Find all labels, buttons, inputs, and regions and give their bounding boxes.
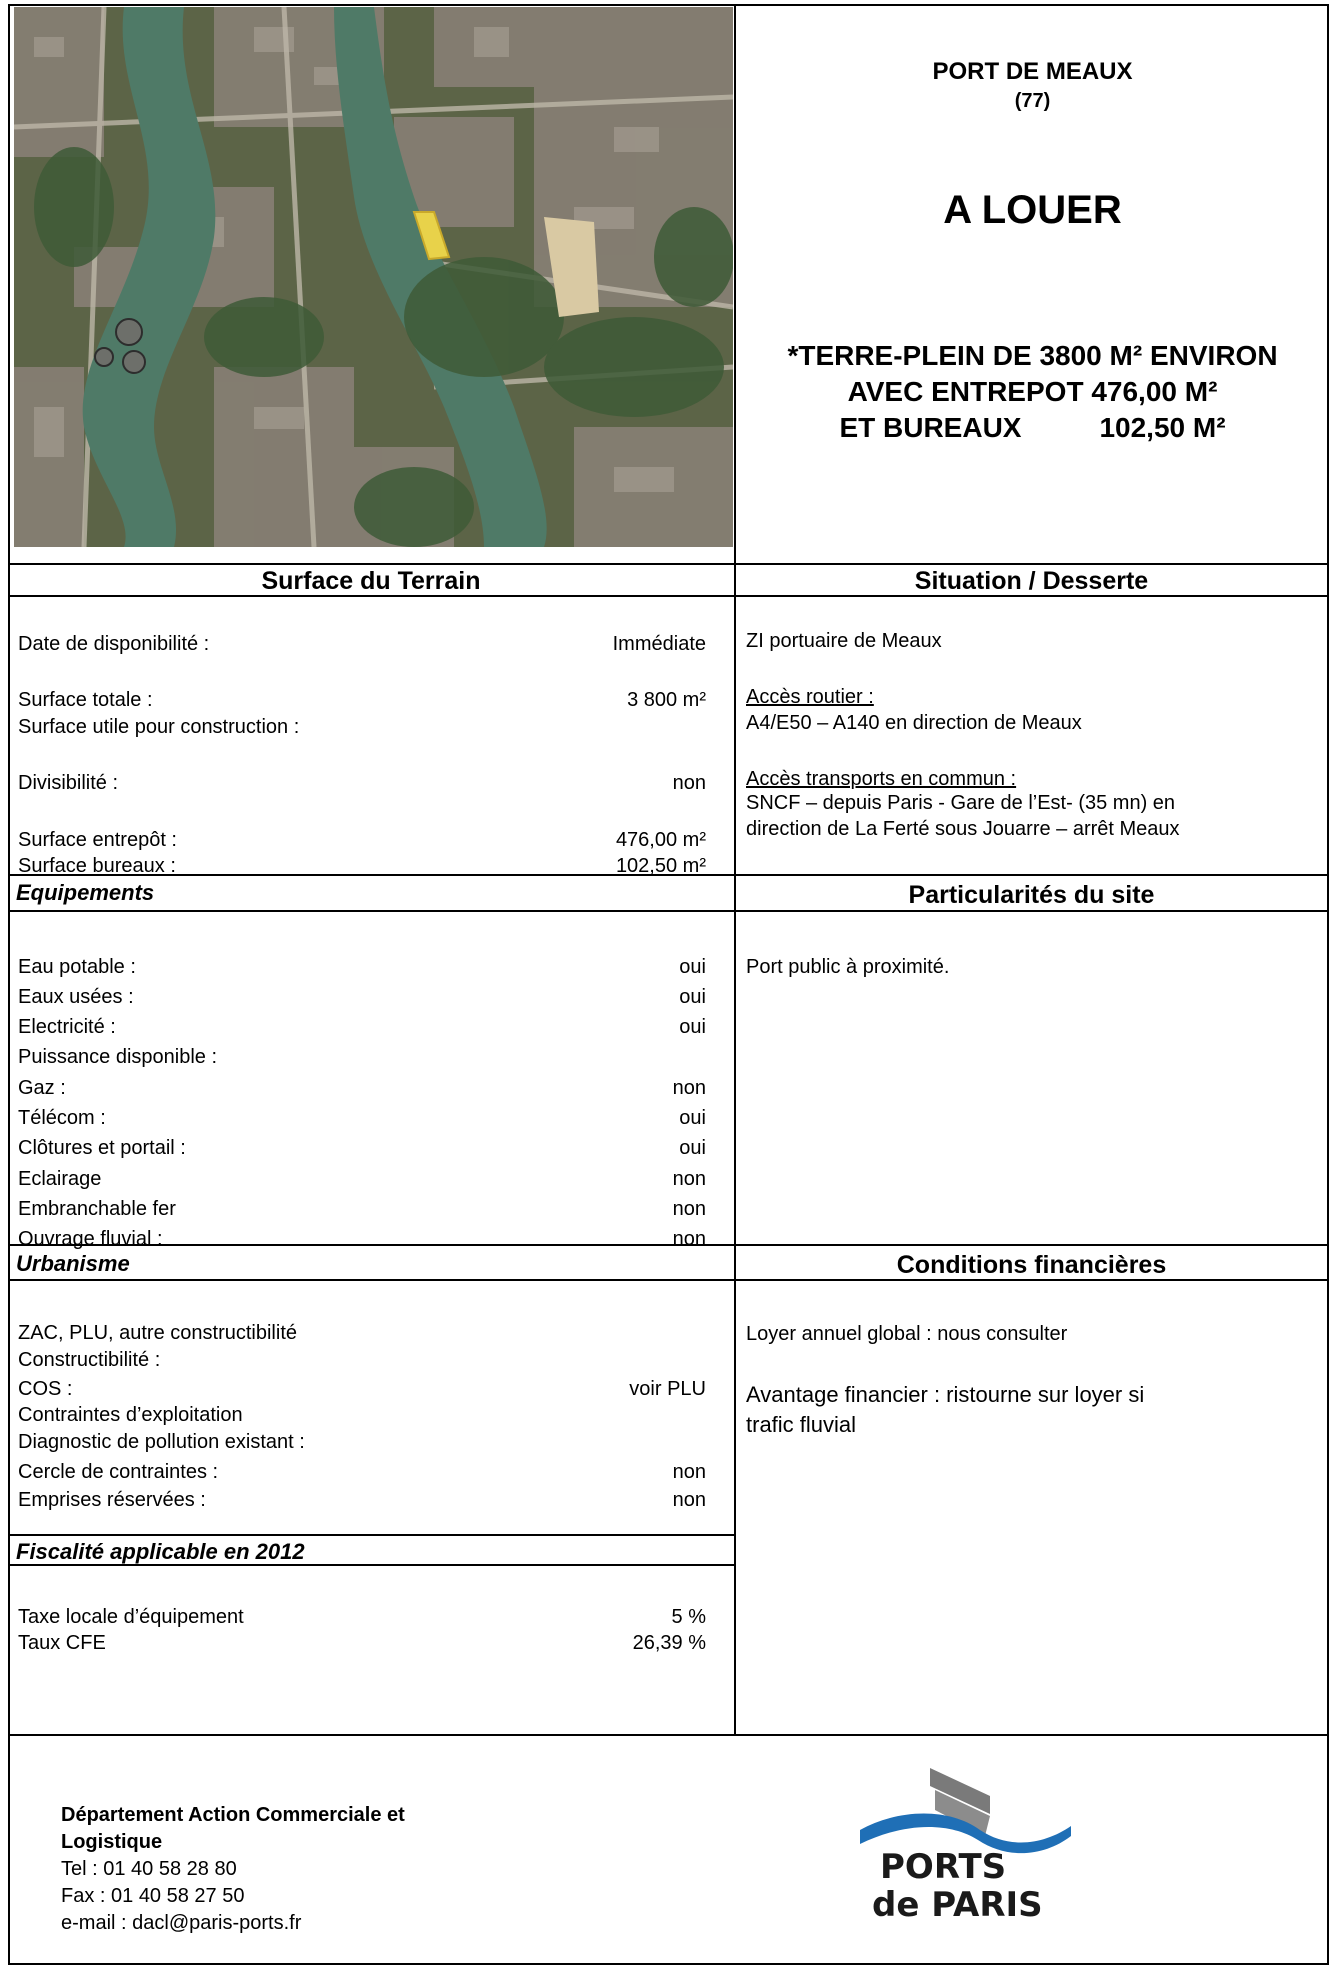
fiscalite-row xyxy=(18,1630,706,1656)
surface-row xyxy=(18,687,706,713)
contact-email[interactable]: e-mail : dacl@paris-ports.fr xyxy=(61,1912,302,1934)
particularites-section-title: Particularités du site xyxy=(908,881,1155,909)
aerial-photo-illustration xyxy=(14,7,733,547)
urbanisme-row xyxy=(18,1320,706,1346)
row-value: 3 800 m² xyxy=(627,689,706,711)
equipement-row xyxy=(18,1014,706,1040)
row-label: Clôtures et portail : xyxy=(18,1137,186,1159)
row-label: Date de disponibilité : xyxy=(18,633,210,655)
urbanisme-row xyxy=(18,1429,706,1455)
row-label: Surface utile pour construction : xyxy=(18,716,300,738)
surface-row xyxy=(18,714,706,740)
divider-7 xyxy=(8,1534,735,1536)
divider-4 xyxy=(8,910,1329,912)
row-label: Taux CFE xyxy=(18,1632,106,1654)
row-label: Divisibilité : xyxy=(18,772,119,794)
row-value: voir PLU xyxy=(629,1378,706,1400)
logo-line-1: PORTS xyxy=(880,1847,1007,1887)
row-value: oui xyxy=(679,956,706,978)
row-value: Immédiate xyxy=(612,633,706,655)
contact-tel: Tel : 01 40 58 28 80 xyxy=(61,1858,237,1880)
urbanisme-row xyxy=(18,1402,706,1428)
row-value: non xyxy=(672,1168,706,1190)
surface-row xyxy=(18,631,706,657)
row-label: COS : xyxy=(18,1378,73,1400)
row-label: Ouvrage fluvial : xyxy=(18,1228,163,1250)
urbanisme-section-title: Urbanisme xyxy=(16,1251,130,1276)
row-label: Cercle de contraintes : xyxy=(18,1461,219,1483)
row-value: non xyxy=(672,1198,706,1220)
listing-sheet xyxy=(8,4,1329,1964)
equipement-row xyxy=(18,1044,706,1070)
location-title: PORT DE MEAUX xyxy=(932,58,1133,85)
row-label: Eau potable : xyxy=(18,956,136,978)
row-value: oui xyxy=(679,1107,706,1129)
listing-title-block xyxy=(736,4,1329,564)
desc-line-3-value: 102,50 M² xyxy=(1099,412,1226,443)
logo-line-2: de PARIS xyxy=(872,1885,1043,1925)
particularites-text: Port public à proximité. xyxy=(746,956,950,978)
contact-block xyxy=(61,1802,405,1937)
aerial-photo xyxy=(14,7,733,547)
row-label: Télécom : xyxy=(18,1107,106,1129)
row-label: Surface totale : xyxy=(18,689,153,711)
row-value: 26,39 % xyxy=(632,1632,706,1654)
row-value: non xyxy=(672,1489,706,1511)
urbanisme-row xyxy=(18,1487,706,1513)
urbanisme-row xyxy=(18,1347,706,1373)
surface-section-title: Surface du Terrain xyxy=(261,567,481,595)
offer-title: A LOUER xyxy=(943,188,1122,232)
row-label: Surface bureaux : xyxy=(18,855,176,877)
row-label: Diagnostic de pollution existant : xyxy=(18,1431,305,1453)
row-value: oui xyxy=(679,986,706,1008)
logo-mark-icon xyxy=(860,1768,1071,1928)
row-label: Electricité : xyxy=(18,1016,116,1038)
row-value: oui xyxy=(679,1137,706,1159)
urbanisme-row xyxy=(18,1459,706,1485)
equipement-row xyxy=(18,1135,706,1161)
equipement-row xyxy=(18,1075,706,1101)
equipements-section-title: Equipements xyxy=(16,880,155,905)
surface-row xyxy=(18,770,706,796)
fiscalite-row xyxy=(18,1604,706,1630)
situation-section-title: Situation / Desserte xyxy=(914,567,1149,595)
road-access-text: A4/E50 – A140 en direction de Meaux xyxy=(746,712,1082,734)
transit-access-line-2: direction de La Ferté sous Jouarre – arrêt Meaux xyxy=(746,818,1180,840)
transit-access-line-1: SNCF – depuis Paris - Gare de l’Est- (35 mn) en xyxy=(746,792,1176,814)
desc-line-3 xyxy=(736,410,1329,446)
row-label: Emprises réservées : xyxy=(18,1489,206,1511)
row-value: 102,50 m² xyxy=(615,855,706,877)
row-label: Gaz : xyxy=(18,1077,66,1099)
row-label: Contraintes d’exploitation xyxy=(18,1404,243,1426)
surface-row xyxy=(18,853,706,879)
department-code: (77) xyxy=(1014,90,1051,112)
loyer-text: Loyer annuel global : nous consulter xyxy=(746,1323,1068,1345)
row-value: non xyxy=(672,1461,706,1483)
contact-fax: Fax : 01 40 58 27 50 xyxy=(61,1885,245,1907)
row-value: 5 % xyxy=(671,1606,706,1628)
equipement-row xyxy=(18,1196,706,1222)
row-label: Embranchable fer xyxy=(18,1198,176,1220)
row-label: Constructibilité : xyxy=(18,1349,161,1371)
row-label: Eclairage xyxy=(18,1168,102,1190)
row-label: Taxe locale d’équipement xyxy=(18,1606,244,1628)
row-label: ZAC, PLU, autre constructibilité xyxy=(18,1322,297,1344)
offer-description xyxy=(736,338,1329,446)
equipement-row xyxy=(18,1166,706,1192)
row-value: non xyxy=(672,1077,706,1099)
equipement-row xyxy=(18,984,706,1010)
contact-dept-line-2: Logistique xyxy=(61,1831,163,1853)
urbanisme-row xyxy=(18,1376,706,1402)
equipement-row xyxy=(18,1226,706,1252)
row-label: Puissance disponible : xyxy=(18,1046,218,1068)
row-label: Eaux usées : xyxy=(18,986,134,1008)
surface-row xyxy=(18,827,706,853)
row-value: non xyxy=(672,772,706,794)
equipement-row xyxy=(18,954,706,980)
transit-access-heading-text: Accès transports en commun : xyxy=(746,768,1017,790)
road-access-heading-text: Accès routier : xyxy=(746,686,874,708)
row-value: 476,00 m² xyxy=(615,829,706,851)
situation-zone: ZI portuaire de Meaux xyxy=(746,630,942,652)
row-label: Surface entrepôt : xyxy=(18,829,177,851)
desc-line-3-label: ET BUREAUX xyxy=(839,412,1022,443)
bottom-border xyxy=(8,1963,1329,1965)
conditions-section-title: Conditions financières xyxy=(896,1251,1167,1279)
fiscalite-section-title: Fiscalité applicable en 2012 xyxy=(16,1539,305,1564)
desc-line-1: *TERRE-PLEIN DE 3800 M² ENVIRON xyxy=(787,340,1278,371)
road-access-heading xyxy=(746,684,1306,710)
avantage-line-1: Avantage financier : ristourne sur loyer si xyxy=(746,1382,1145,1407)
desc-line-2: AVEC ENTREPOT 476,00 M² xyxy=(847,376,1218,407)
row-value: oui xyxy=(679,1016,706,1038)
equipement-row xyxy=(18,1105,706,1131)
row-value: non xyxy=(672,1228,706,1250)
transit-access-heading xyxy=(746,766,1306,792)
avantage-line-2: trafic fluvial xyxy=(746,1412,857,1437)
divider-9 xyxy=(8,1734,1329,1736)
contact-dept-line-1: Département Action Commerciale et xyxy=(61,1804,405,1826)
ports-de-paris-logo xyxy=(860,1768,1071,1928)
